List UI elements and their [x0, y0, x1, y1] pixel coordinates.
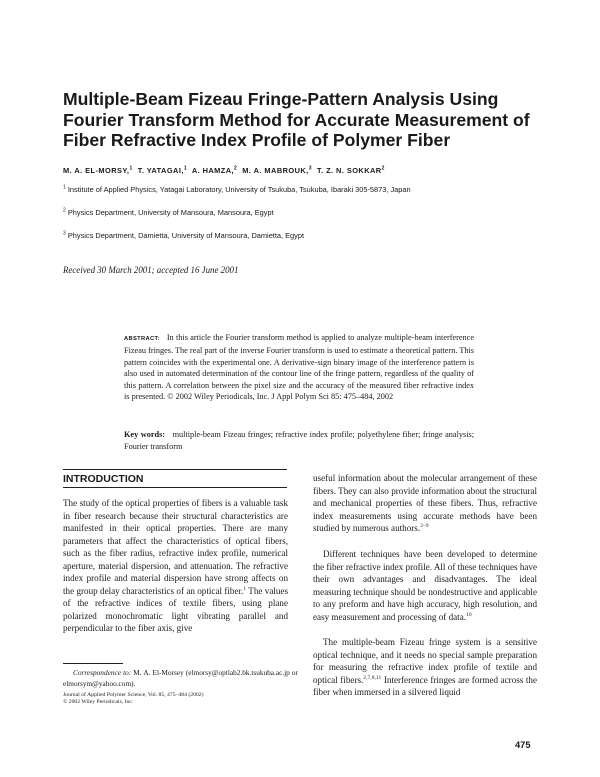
paragraph-text: Interference fringes are formed across the fiber when immersed in a silvered liquid	[313, 674, 538, 698]
affiliation-marker: 1	[129, 165, 133, 172]
received-dates: Received 30 March 2001; accepted 16 June 2001	[63, 265, 239, 275]
affiliation-text: Institute of Applied Physics, Yatagai Laboratory, University of Tsukuba, Tsukuba, Ibaraki 305-5873, Japan	[67, 185, 411, 194]
section-rule	[63, 487, 287, 488]
affiliation-marker: 3	[308, 165, 312, 172]
copyright-line: © 2002 Wiley Periodicals, Inc.	[63, 699, 134, 706]
paragraph-text: Different techniques have been developed to determine the fiber refractive index profile. All of these techniques have their own advantages and disadvantages. The ideal measuring technique should be nondestructive and applicable to any preform and have high accuracy, high resolution, and easy measurement and processing of data.	[313, 549, 537, 622]
affiliation-number: 1	[63, 184, 66, 191]
correspondence-footnote	[63, 668, 298, 690]
affiliation-1	[63, 185, 411, 194]
author-name: A. HAMZA,	[191, 166, 235, 175]
intro-paragraph-1-cont	[313, 472, 537, 535]
abstract	[124, 332, 474, 403]
paragraph-text: useful information about the molecular arrangement of these fibers. They can also provide information about the structural and mechanical properties of these fibers. Thus, refractive index measurements using accurate methods have been studied by numerous authors.	[313, 473, 537, 534]
citation-ref: 2–9	[420, 523, 429, 530]
affiliation-marker: 2	[234, 165, 238, 172]
paragraph-text: The multiple-beam Fizeau fringe system is a sensitive optical technique, and it needs no special sample preparation for measuring the refractive index profile of textile and optical fibers.	[313, 637, 537, 685]
section-heading: INTRODUCTION	[63, 473, 144, 485]
citation-ref: 10	[466, 611, 472, 618]
intro-paragraph-2	[313, 548, 537, 623]
citation-ref: 1	[243, 585, 247, 592]
author-name: T. Z. N. SOKKAR	[316, 166, 382, 175]
affiliation-text: Physics Department, University of Mansoura, Mansoura, Egypt	[67, 208, 274, 217]
author-name: T. YATAGAI,	[137, 166, 184, 175]
author-name: M. A. MABROUK,	[242, 166, 309, 175]
affiliation-marker: 2	[381, 165, 385, 172]
journal-line: Journal of Applied Polymer Science, Vol. 85, 475–484 (2002)	[63, 692, 204, 698]
correspondence-text: M. A. El-Morsey (elmorsy@optlab2.bk.tsukuba.ac.jp or elmorsym@yahoo.com).	[63, 668, 299, 688]
affiliation-marker: 1	[183, 165, 188, 172]
author-list	[63, 166, 543, 175]
keywords	[124, 429, 474, 452]
correspondence-label: Correspondence to:	[73, 668, 132, 677]
author-name: M. A. EL-MORSY,	[63, 166, 130, 175]
affiliation-2	[63, 208, 274, 217]
paragraph-text: The values of the refractive indices of textile fibers, using plane polarized monochromatic light vibrating parallel and perpendicular to the fiber axis, give	[63, 585, 288, 634]
citation-ref: 2,7,8,11	[363, 674, 382, 681]
affiliation-text: Physics Department, Damietta, University of Mansoura, Damietta, Egypt	[67, 231, 305, 240]
keywords-label: Key words:	[124, 430, 166, 439]
affiliation-number: 2	[63, 207, 66, 214]
journal-citation	[63, 692, 204, 707]
section-rule	[63, 469, 287, 470]
abstract-text: In this article the Fourier transform method is applied to analyze multiple-beam interference Fizeau fringes. The real part of the inverse Fourier transform is used to estimate a theoretical pattern. This pattern coincides with the experimental one. A derivative-sign binary image of the interference pattern is also used in automated determination of the contour line of the fringe pattern, regardless of the quality of this pattern. A correlation between the pixel size and the accuracy of the measured fiber refractive index is presented. © 2002 Wiley Periodicals, Inc. J Appl Polym Sci 85: 475–484, 2002	[124, 333, 474, 402]
intro-paragraph-3	[313, 636, 537, 699]
footnote-rule	[63, 663, 123, 664]
abstract-label: ABSTRACT:	[124, 336, 160, 342]
page-number: 475	[515, 740, 531, 750]
intro-paragraph-1	[63, 497, 288, 635]
keywords-text: multiple-beam Fizeau fringes; refractive index profile; polyethylene fiber; fringe analysis; Fourier transform	[124, 430, 475, 451]
affiliation-number: 3	[63, 230, 66, 237]
affiliation-3	[63, 231, 304, 240]
paper-title: Multiple-Beam Fizeau Fringe-Pattern Analysis Using Fourier Transform Method for Accurate Measurement of Fiber Refractive Index Profile of Polymer Fiber	[63, 89, 530, 150]
paragraph-text: The study of the optical properties of fibers is a valuable task in fiber research because their structural characteristics are manifested in their optical properties. There are many parameters that affect the characteristics of optical fibers, such as the fiber radius, refractive index profile, numerical aperture, material dispersion, and attenuation. The refractive index profile and material dispersion have strong affects on the group delay characteristics of an optical fiber.	[63, 498, 288, 596]
